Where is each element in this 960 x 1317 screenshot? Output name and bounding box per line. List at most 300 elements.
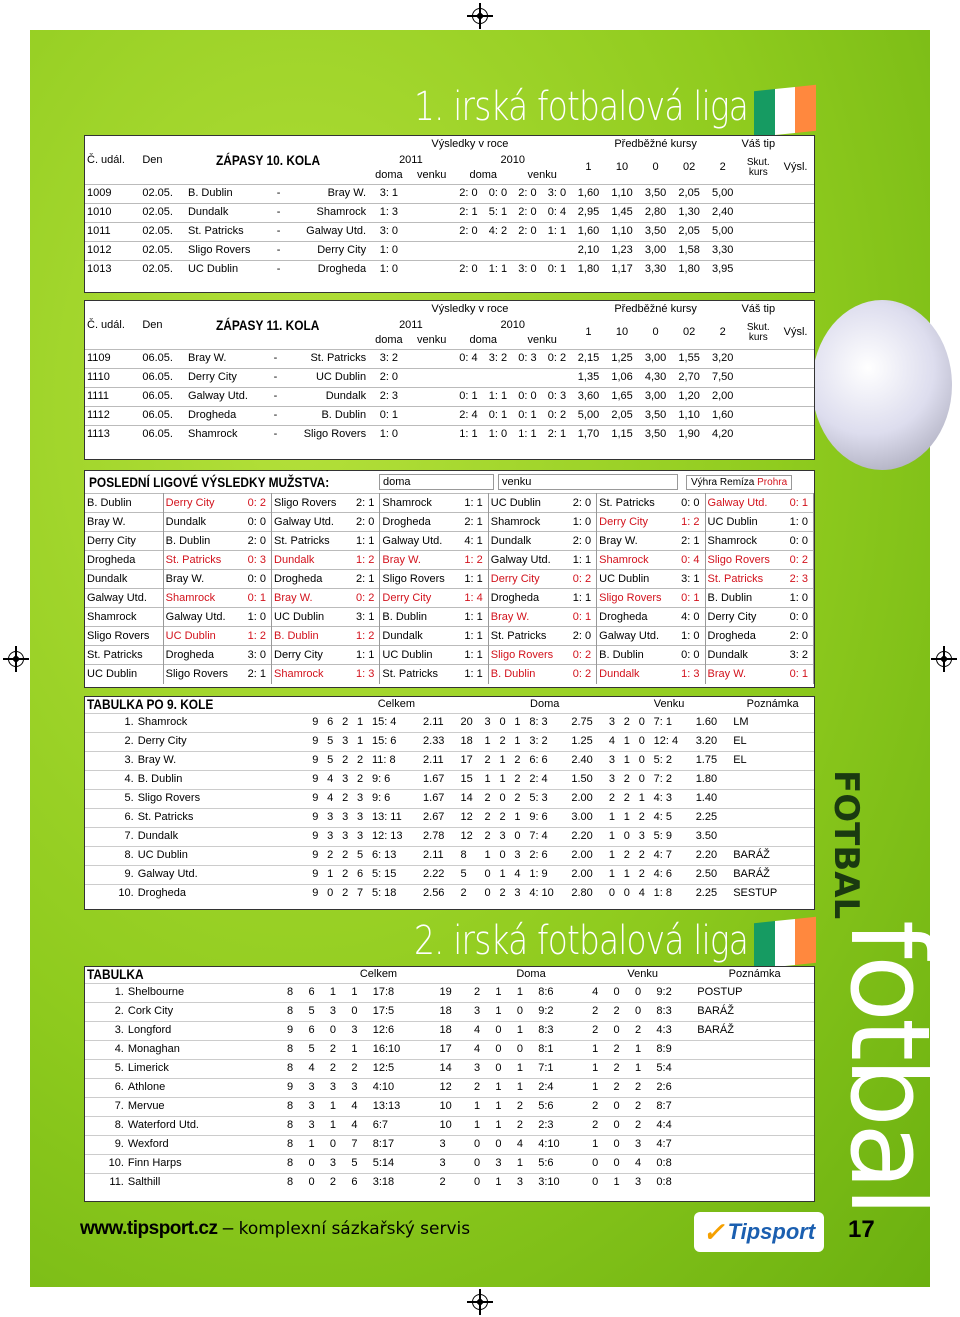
match-cell: Bray W. [284, 184, 368, 203]
opponent: Dundalk [163, 513, 241, 532]
opponent: Drogheda [488, 589, 566, 608]
match-cell [410, 349, 454, 368]
standings-cell: 5 [325, 751, 340, 770]
match-cell [454, 368, 484, 387]
legend-doma: doma [379, 474, 494, 490]
standings-cell: 12:5 [371, 1059, 438, 1078]
match-cell: Drogheda [284, 260, 368, 279]
score: 1: 1 [458, 570, 488, 589]
standings-cell: Mervue [126, 1097, 285, 1116]
standings-cell: 4. [85, 770, 136, 789]
match-cell: 0: 1 [542, 260, 572, 279]
standings-cell: 8 [285, 1135, 306, 1154]
match-cell: 1: 1 [542, 222, 572, 241]
header-den: Den [142, 153, 163, 166]
match-cell: 3,00 [639, 241, 673, 260]
opponent: Drogheda [272, 570, 350, 589]
standings-cell: 2 [355, 751, 370, 770]
standings-cell: 4: 3 [652, 789, 694, 808]
match-cell: 2: 3 [368, 387, 410, 406]
header-venku: venku [417, 334, 447, 347]
standings-cell: 2.20 [694, 846, 732, 865]
standings-cell: 13: 11 [370, 808, 421, 827]
match-cell: 1,17 [605, 260, 639, 279]
standings-cell: 2 [622, 846, 637, 865]
standings-cell: 2.00 [569, 846, 607, 865]
header-cud: Č. udál. [87, 318, 125, 331]
standings-cell: 1 [515, 1078, 536, 1097]
standings-cell: 9 [310, 713, 325, 732]
standings-cell: 0 [493, 1059, 514, 1078]
match-cell: 3,20 [706, 349, 740, 368]
standings-row [85, 865, 814, 884]
standings-cell: 3 [438, 1154, 472, 1173]
match-cell: 1009 [85, 184, 140, 203]
standings-cell: 9:2 [654, 983, 695, 1002]
standings-row [85, 789, 814, 808]
standings-cell: 3 [633, 1173, 654, 1192]
opponent: Derry City [705, 608, 783, 627]
footer-url[interactable]: www.tipsport.cz [80, 1218, 218, 1239]
match-cell: 1,35 [572, 368, 606, 387]
opponent: Derry City [380, 589, 458, 608]
header-skut: Skut. kurs [746, 156, 770, 178]
standings-cell: 2 [340, 846, 355, 865]
header-venku: Venku [627, 968, 658, 981]
score: 2: 0 [350, 513, 380, 532]
score: 1: 1 [458, 494, 488, 513]
score: 0: 0 [783, 532, 813, 551]
title-league-2: 2. irská fotbalová liga [414, 918, 749, 964]
opponent: Dundalk [705, 646, 783, 665]
match-cell: 5,00 [706, 222, 740, 241]
results-title: POSLEDNÍ LIGOVÉ VÝSLEDKY MUŽSTVA: [89, 474, 330, 490]
opponent: Bray W. [380, 551, 458, 570]
match-row [85, 387, 814, 406]
header-row [85, 697, 814, 713]
skut-cell [739, 425, 777, 444]
standings-cell: Waterford Utd. [126, 1116, 285, 1135]
standings-cell: 4 [306, 1059, 327, 1078]
standings-cell: 3 [306, 1097, 327, 1116]
opponent: Galway Utd. [163, 608, 241, 627]
standings-cell [695, 1078, 814, 1097]
skut-cell [739, 387, 777, 406]
match-cell: 0: 1 [454, 387, 484, 406]
match-cell [542, 241, 572, 260]
match-cell: - [274, 203, 284, 222]
standings-cell: 8:3 [654, 1002, 695, 1021]
standings-cell: 0:8 [654, 1173, 695, 1192]
opponent: Shamrock [597, 551, 675, 570]
standings-cell: 1 [328, 1097, 349, 1116]
score: 0: 0 [675, 494, 705, 513]
standings-cell [695, 1040, 814, 1059]
match-cell: 1110 [85, 368, 140, 387]
standings-cell: 0 [328, 1135, 349, 1154]
match-cell [513, 241, 543, 260]
standings-cell: 0 [637, 732, 652, 751]
standings-cell: 0 [515, 1040, 536, 1059]
header-doma: doma [375, 334, 403, 347]
standings-cell: 1 [493, 1097, 514, 1116]
match-cell: 2: 0 [454, 184, 484, 203]
registration-mark-icon [467, 3, 493, 29]
standings-cell: 8 [285, 983, 306, 1002]
opponent: Bray W. [272, 589, 350, 608]
standings-cell: Wexford [126, 1135, 285, 1154]
header-venku: venku [527, 334, 557, 347]
football-image [812, 300, 952, 470]
team-name: B. Dublin [85, 494, 163, 513]
standings-cell: 1 [483, 846, 498, 865]
vysl-cell [777, 222, 814, 241]
score: 0: 1 [783, 665, 813, 684]
match-cell: Dundalk [186, 203, 274, 222]
match-cell: 3,30 [706, 241, 740, 260]
team-name: Galway Utd. [85, 589, 163, 608]
standings-cell [731, 770, 814, 789]
standings-cell: Galway Utd. [136, 865, 310, 884]
score: 1: 2 [675, 513, 705, 532]
standings-row [85, 713, 814, 732]
match-cell: 4,30 [639, 368, 673, 387]
standings-cell: 2 [483, 827, 498, 846]
standings-cell: 0 [612, 1021, 633, 1040]
match-cell: 1011 [85, 222, 140, 241]
match-cell: 3,50 [639, 406, 673, 425]
standings-cell: 3 [340, 808, 355, 827]
match-cell: 2: 0 [368, 368, 410, 387]
standings-cell: 7: 4 [527, 827, 569, 846]
vysl-cell [777, 184, 814, 203]
results-row [85, 570, 814, 589]
opponent: Dundalk [488, 532, 566, 551]
standings-cell: 0 [512, 827, 527, 846]
standings-cell: 2 [472, 1078, 493, 1097]
header-k0: 0 [652, 161, 659, 174]
opponent: St. Patricks [380, 665, 458, 684]
header-row [85, 317, 814, 333]
match-cell: 0: 1 [368, 406, 410, 425]
score: 1: 2 [241, 627, 271, 646]
standings-cell: EL [731, 732, 814, 751]
opponent: Galway Utd. [597, 627, 675, 646]
standings-cell: 6: 6 [527, 751, 569, 770]
opponent: UC Dublin [163, 627, 241, 646]
legend-prohra: Prohra [757, 476, 788, 488]
vysl-cell [777, 368, 814, 387]
standings-cell: 8 [285, 1059, 306, 1078]
kola-title-text: ZÁPASY 11. KOLA [216, 316, 320, 333]
header-cud: Č. udál. [87, 153, 125, 166]
standings-cell: 8 [459, 846, 483, 865]
match-cell [410, 406, 454, 425]
standings-cell: 8:9 [654, 1040, 695, 1059]
standings-row [85, 846, 814, 865]
score: 1: 0 [566, 513, 596, 532]
opponent: Sligo Rovers [597, 589, 675, 608]
standings-row [85, 751, 814, 770]
standings-cell: 4:3 [654, 1021, 695, 1040]
opponent: Galway Utd. [488, 551, 566, 570]
standings-cell: 1.80 [694, 770, 732, 789]
standings-cell: 17:5 [371, 1002, 438, 1021]
standings-cell: 7: 1 [652, 713, 694, 732]
score: 1: 0 [783, 589, 813, 608]
score: 1: 2 [350, 627, 380, 646]
standings-cell: 13:13 [371, 1097, 438, 1116]
match-cell: Bray W. [186, 349, 270, 368]
header-2010: 2010 [500, 153, 525, 166]
standings-cell: 18 [438, 1002, 472, 1021]
standings-cell: 3 [328, 1002, 349, 1021]
opponent: B. Dublin [705, 589, 783, 608]
header-celkem: Celkem [359, 968, 398, 981]
standings-cell: 6. [85, 808, 136, 827]
standings-cell: 1 [622, 732, 637, 751]
score: 0: 0 [783, 608, 813, 627]
tipsport-logo-text: Tipsport [727, 1219, 816, 1244]
standings-cell: 3 [328, 1078, 349, 1097]
match-cell: 1: 0 [483, 425, 513, 444]
irish-flag-icon [754, 85, 816, 138]
vysl-cell [777, 425, 814, 444]
standings-cell: 2.25 [694, 884, 732, 903]
opponent: Derry City [163, 494, 241, 513]
standings-cell: 2 [633, 1116, 654, 1135]
standings-cell: 2 [340, 865, 355, 884]
standings-cell: 11. [85, 1173, 126, 1192]
match-cell: 3,00 [639, 349, 673, 368]
standings-cell: 5:6 [536, 1097, 590, 1116]
standings-cell: 2 [515, 1116, 536, 1135]
standings-cell: 12 [459, 827, 483, 846]
header-doma: Doma [516, 968, 546, 981]
score: 0: 4 [675, 551, 705, 570]
score: 0: 2 [566, 646, 596, 665]
skut-cell [739, 241, 777, 260]
standings-cell: 5: 9 [652, 827, 694, 846]
match-cell: 3,00 [639, 387, 673, 406]
standings-cell: 2 [328, 1040, 349, 1059]
standings-cell: 5. [85, 789, 136, 808]
match-cell: 1,10 [605, 222, 639, 241]
score: 0: 1 [675, 589, 705, 608]
standings-cell: 9 [310, 884, 325, 903]
match-cell: 3: 0 [368, 222, 410, 241]
score: 2: 0 [566, 627, 596, 646]
standings-cell: 0 [306, 1154, 327, 1173]
footer-dash: – [222, 1218, 234, 1239]
standings-cell: 8 [285, 1002, 306, 1021]
team-name: Sligo Rovers [85, 627, 163, 646]
match-cell: - [270, 349, 280, 368]
score: 1: 1 [458, 646, 488, 665]
match-cell: B. Dublin [186, 184, 274, 203]
skut-cell [739, 203, 777, 222]
standings-cell: 1 [483, 732, 498, 751]
standings-cell: 3 [515, 1173, 536, 1192]
opponent: Derry City [597, 513, 675, 532]
standings-row [85, 1116, 814, 1135]
match-cell: 2,00 [706, 387, 740, 406]
standings-cell: 2 [633, 1078, 654, 1097]
opponent: Drogheda [380, 513, 458, 532]
results-row [85, 589, 814, 608]
standings-cell: 2 [590, 1021, 611, 1040]
header-doma: doma [469, 169, 497, 182]
standings-cell: 2.11 [421, 751, 459, 770]
match-cell: 1,10 [672, 406, 706, 425]
team-name: UC Dublin [85, 665, 163, 684]
standings-cell: 1 [349, 1040, 370, 1059]
standings-cell: 2.50 [694, 865, 732, 884]
standings-cell: 1 [493, 1116, 514, 1135]
score: 0: 3 [241, 551, 271, 570]
standings-cell: 8:3 [536, 1021, 590, 1040]
score: 1: 1 [350, 646, 380, 665]
match-cell [410, 260, 454, 279]
standings-cell: 5 [306, 1040, 327, 1059]
standings-cell: 17 [459, 751, 483, 770]
standings-cell: 1 [497, 751, 512, 770]
score: 0: 1 [783, 494, 813, 513]
standings-cell: 2 [622, 713, 637, 732]
legend-venku: venku [498, 474, 678, 490]
standings-cell: 17 [438, 1040, 472, 1059]
standings-cell [695, 1116, 814, 1135]
standings-cell: 4 [349, 1097, 370, 1116]
opponent: Shamrock [488, 513, 566, 532]
standings-cell: 2 [438, 1173, 472, 1192]
standings-cell: 11: 8 [370, 751, 421, 770]
standings-cell: 2. [85, 732, 136, 751]
match-cell: UC Dublin [186, 260, 274, 279]
match-cell: 5: 1 [483, 203, 513, 222]
match-cell: 02.05. [140, 203, 186, 222]
standings-cell: 1 [607, 846, 622, 865]
standings-cell: 9 [310, 770, 325, 789]
match-cell: 06.05. [140, 387, 186, 406]
standings-cell: Finn Harps [126, 1154, 285, 1173]
team-name: Derry City [85, 532, 163, 551]
results-row [85, 513, 814, 532]
score: 2: 0 [241, 532, 271, 551]
opponent: UC Dublin [488, 494, 566, 513]
standings-cell: 4: 5 [652, 808, 694, 827]
standings-cell: Monaghan [126, 1040, 285, 1059]
standings-cell: 1 [493, 1078, 514, 1097]
standings-cell: 1 [637, 789, 652, 808]
match-cell: 1: 1 [483, 260, 513, 279]
standings-cell [695, 1173, 814, 1192]
header-row [85, 136, 814, 152]
standings-cell: 8: 3 [527, 713, 569, 732]
standings-cell: 1 [607, 827, 622, 846]
standings-cell: 8:7 [654, 1097, 695, 1116]
standings-cell: 2 [512, 789, 527, 808]
standings-cell: 6: 13 [370, 846, 421, 865]
match-cell: Sligo Rovers [280, 425, 368, 444]
match-cell: 02.05. [140, 184, 186, 203]
standings-cell: 2 [607, 789, 622, 808]
standings-cell: 2 [633, 1097, 654, 1116]
standings-cell: 4. [85, 1040, 126, 1059]
header-celkem: Celkem [377, 698, 415, 711]
standings-cell: 3 [438, 1135, 472, 1154]
match-cell: 1013 [85, 260, 140, 279]
match-cell: 02.05. [140, 241, 186, 260]
standings-cell: 14 [459, 789, 483, 808]
legend-vyhra: Výhra [691, 476, 718, 488]
standings-cell: 9: 6 [370, 789, 421, 808]
vysl-cell [777, 349, 814, 368]
match-cell: St. Patricks [280, 349, 368, 368]
standings-cell: Derry City [136, 732, 310, 751]
header-2011: 2011 [399, 153, 423, 166]
match-cell: 4: 2 [483, 222, 513, 241]
standings-cell [695, 1059, 814, 1078]
standings-cell: 2 [515, 1097, 536, 1116]
opponent: Galway Utd. [272, 513, 350, 532]
standings-cell: 2.11 [421, 713, 459, 732]
match-cell: Shamrock [186, 425, 270, 444]
standings-cell: 7:1 [536, 1059, 590, 1078]
standings-cell: 9 [310, 846, 325, 865]
standings-cell: 0:8 [654, 1154, 695, 1173]
header-spacer [777, 301, 814, 317]
standings-cell: 4 [607, 732, 622, 751]
standings-cell: 0 [483, 865, 498, 884]
standings-cell: 15 [459, 770, 483, 789]
standings-cell: 7. [85, 827, 136, 846]
kola-title-text: ZÁPASY 10. KOLA [215, 151, 320, 168]
standings-cell: 12:6 [371, 1021, 438, 1040]
standings-cell: 10 [438, 1097, 472, 1116]
score: 3: 0 [241, 646, 271, 665]
match-cell: 1012 [85, 241, 140, 260]
standings-cell: 10. [85, 1154, 126, 1173]
kola10-table [84, 135, 815, 293]
standings-cell: 0 [607, 884, 622, 903]
standings-cell: 4 [590, 983, 611, 1002]
results-row [85, 494, 814, 513]
standings-cell: 1 [607, 808, 622, 827]
standings-cell: 2.80 [569, 884, 607, 903]
standings-cell: 1 [512, 732, 527, 751]
header-2010: 2010 [500, 318, 525, 331]
opponent: UC Dublin [705, 513, 783, 532]
standings-row [85, 1173, 814, 1192]
standings-cell: 14 [438, 1059, 472, 1078]
standings-cell: 4 [349, 1116, 370, 1135]
standings-cell: 20 [459, 713, 483, 732]
match-cell: 2: 0 [454, 260, 484, 279]
skut-cell [739, 184, 777, 203]
match-cell: 5,00 [706, 184, 740, 203]
standings-cell: 4 [472, 1021, 493, 1040]
match-cell: 2,70 [672, 368, 706, 387]
standings-cell: 3 [349, 1078, 370, 1097]
standings-cell: 8 [285, 1154, 306, 1173]
standings-cell: 0 [612, 1135, 633, 1154]
match-cell: 1,23 [605, 241, 639, 260]
standings-cell: 1 [349, 983, 370, 1002]
header-poznamka: Poznámka [728, 968, 781, 981]
standings-cell: 4 [472, 1040, 493, 1059]
standings-cell: 2 [497, 808, 512, 827]
